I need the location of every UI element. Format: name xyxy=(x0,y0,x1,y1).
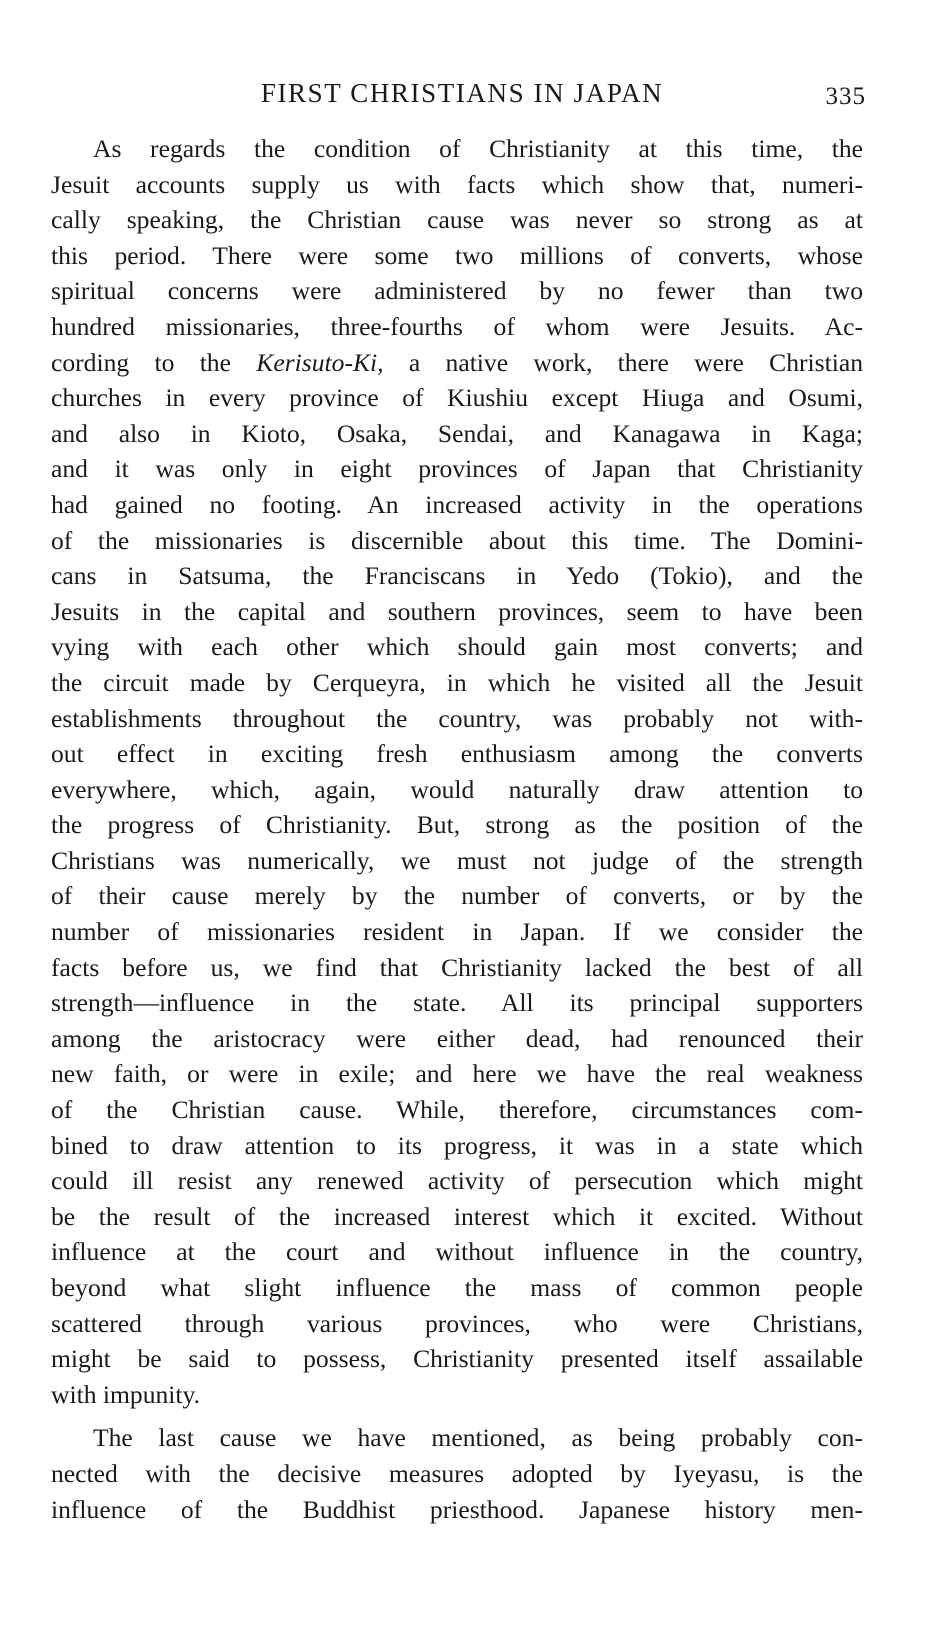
text-line: influence at the court and without influence in the country, xyxy=(51,1237,863,1267)
text-fragment: cording to the xyxy=(51,347,257,377)
text-line: vying with each other which should gain most converts; and xyxy=(51,632,863,662)
text-line: number of missionaries resident in Japan. If we consider the xyxy=(51,917,863,947)
text-line: strength—influence in the state. All its principal supporters xyxy=(51,988,863,1018)
text-line: hundred missionaries, three-fourths of whom were Jesuits. Ac- xyxy=(51,311,863,341)
text-line: churches in every province of Kiushiu except Hiuga and Osumi, xyxy=(51,383,863,413)
text-line: facts before us, we find that Christianity lacked the best of all xyxy=(51,952,863,982)
text-line: Jesuit accounts supply us with facts which show that, numeri- xyxy=(51,169,863,199)
text-line: nected with the decisive measures adopted by Iyeyasu, is the xyxy=(51,1458,863,1488)
running-title: FIRST CHRISTIANS IN JAPAN xyxy=(260,78,664,108)
text-line: out effect in exciting fresh enthusiasm among the converts xyxy=(51,739,863,769)
text-line: cally speaking, the Christian cause was never so strong as at xyxy=(51,205,863,235)
text-line: and also in Kioto, Osaka, Sendai, and Kanagawa in Kaga; xyxy=(51,418,863,448)
text-line: Jesuits in the capital and southern provinces, seem to have been xyxy=(51,596,863,626)
page-number: 335 xyxy=(825,83,866,110)
text-line-with-italic-title xyxy=(51,345,863,381)
body-text xyxy=(51,131,863,1527)
text-line: of their cause merely by the number of converts, or by the xyxy=(51,881,863,911)
text-line: the circuit made by Cerqueyra, in which he visited all the Jesuit xyxy=(51,667,863,697)
text-line: bined to draw attention to its progress, it was in a state which xyxy=(51,1130,863,1160)
text-line: might be said to possess, Christianity presented itself assailable xyxy=(51,1344,863,1374)
text-line: spiritual concerns were administered by no fewer than two xyxy=(51,276,863,306)
text-line: with impunity. xyxy=(51,1379,201,1409)
paragraph-buddhist-priesthood xyxy=(51,1420,863,1527)
text-line: beyond what slight influence the mass of common people xyxy=(51,1273,863,1302)
text-line: As regards the condition of Christianity at this time, the xyxy=(93,134,863,163)
paragraph-spacing xyxy=(51,1412,863,1420)
paragraph-condition-of-christianity xyxy=(51,131,863,1412)
text-line: Christians was numerically, we must not judge of the strength xyxy=(51,845,863,875)
running-head xyxy=(52,76,872,110)
text-fragment: a native work, there were Christian xyxy=(383,347,863,377)
text-line: this period. There were some two millions of converts, whose xyxy=(51,240,863,270)
text-line: of the Christian cause. While, therefore, circumstances com- xyxy=(51,1095,863,1125)
text-line: had gained no footing. An increased activity in the operations xyxy=(51,489,863,519)
text-line: could ill resist any renewed activity of persecution which might xyxy=(51,1166,863,1196)
text-line: influence of the Buddhist priesthood. Japanese history men- xyxy=(51,1494,863,1524)
text-line: among the aristocracy were either dead, had renounced their xyxy=(51,1023,863,1053)
text-line: be the result of the increased interest which it excited. Without xyxy=(51,1201,863,1231)
text-line: establishments throughout the country, was probably not with- xyxy=(51,703,863,733)
text-line: everywhere, which, again, would naturally draw attention to xyxy=(51,774,863,804)
text-line: The last cause we have mentioned, as being probably con- xyxy=(93,1423,863,1453)
text-line: new faith, or were in exile; and here we have the real weakness xyxy=(51,1059,863,1089)
italic-work-title: Kerisuto-Ki, xyxy=(256,347,384,377)
text-line: cans in Satsuma, the Franciscans in Yedo (Tokio), and the xyxy=(51,561,863,591)
text-line: scattered through various provinces, who were Christians, xyxy=(51,1308,863,1338)
text-line: and it was only in eight provinces of Japan that Christianity xyxy=(51,454,863,484)
text-line: of the missionaries is discernible about this time. The Domini- xyxy=(51,525,863,555)
text-line: the progress of Christianity. But, strong as the position of the xyxy=(51,810,863,840)
